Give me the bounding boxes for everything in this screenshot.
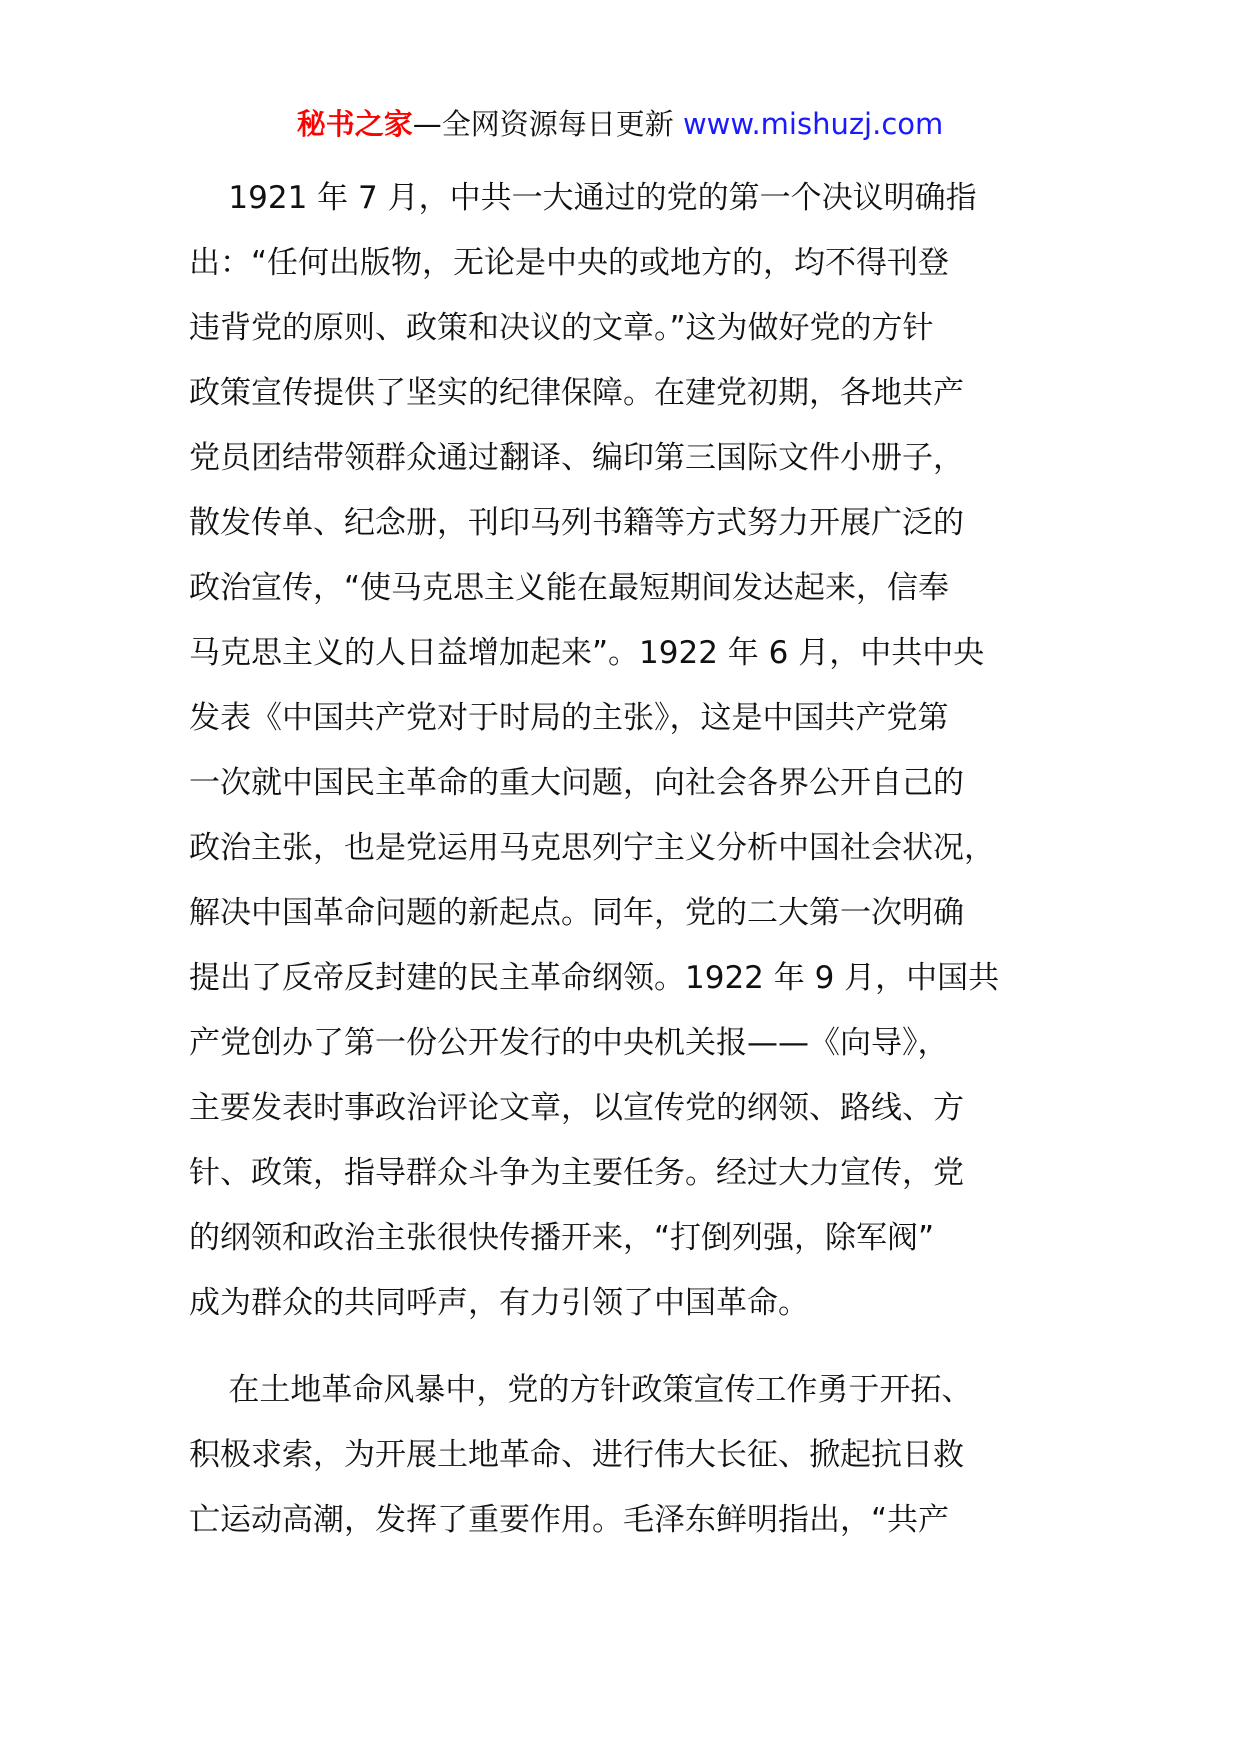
paragraph: [189, 166, 1059, 1336]
text-line: 发表《中国共产党对于时局的主张》，这是中国共产党第: [189, 700, 949, 736]
text-line: 一次就中国民主革命的重大问题，向社会各界公开自己的: [189, 765, 964, 801]
text-line: 散发传单、纪念册，刊印马列书籍等方式努力开展广泛的: [189, 505, 964, 541]
text-line: 在土地革命风暴中，党的方针政策宣传工作勇于开拓、: [189, 1372, 973, 1408]
site-url-link[interactable]: www.mishuzj.com: [682, 107, 944, 141]
document-body: [189, 166, 1059, 1553]
text-line: 政策宣传提供了坚实的纪律保障。在建党初期，各地共产: [189, 375, 964, 411]
text-line: 1921 年 7 月，中共一大通过的党的第一个决议明确指: [189, 180, 977, 216]
text-line: 成为群众的共同呼声，有力引领了中国革命。: [189, 1285, 809, 1321]
text-line: 党员团结带领群众通过翻译、编印第三国际文件小册子，: [189, 440, 964, 476]
text-line: 违背党的原则、政策和决议的文章。”这为做好党的方针: [189, 310, 934, 346]
text-line: 出：“任何出版物，无论是中央的或地方的，均不得刊登: [189, 245, 950, 281]
text-line: 马克思主义的人日益增加起来”。1922 年 6 月，中共中央: [189, 635, 985, 671]
text-line: 的纲领和政治主张很快传播开来，“打倒列强，除军阀”: [189, 1220, 935, 1256]
text-line: 政治主张，也是党运用马克思列宁主义分析中国社会状况，: [189, 830, 995, 866]
text-line: 产党创办了第一份公开发行的中央机关报——《向导》，: [189, 1025, 949, 1061]
text-line: 提出了反帝反封建的民主革命纲领。1922 年 9 月，中国共: [189, 960, 1000, 996]
paragraph-spacer: [189, 1336, 1059, 1358]
text-line: 主要发表时事政治评论文章，以宣传党的纲领、路线、方: [189, 1090, 964, 1126]
site-header: [0, 104, 1240, 144]
text-line: 积极求索，为开展土地革命、进行伟大长征、掀起抗日救: [189, 1437, 964, 1473]
header-tagline: —全网资源每日更新: [412, 107, 674, 141]
paragraph: [189, 1358, 1059, 1553]
brand-name: 秘书之家: [296, 107, 413, 141]
text-line: 针、政策，指导群众斗争为主要任务。经过大力宣传，党: [189, 1155, 964, 1191]
text-line: 解决中国革命问题的新起点。同年，党的二大第一次明确: [189, 895, 964, 931]
text-line: 政治宣传，“使马克思主义能在最短期间发达起来，信奉: [189, 570, 950, 606]
text-line: 亡运动高潮，发挥了重要作用。毛泽东鲜明指出，“共产: [189, 1502, 950, 1538]
